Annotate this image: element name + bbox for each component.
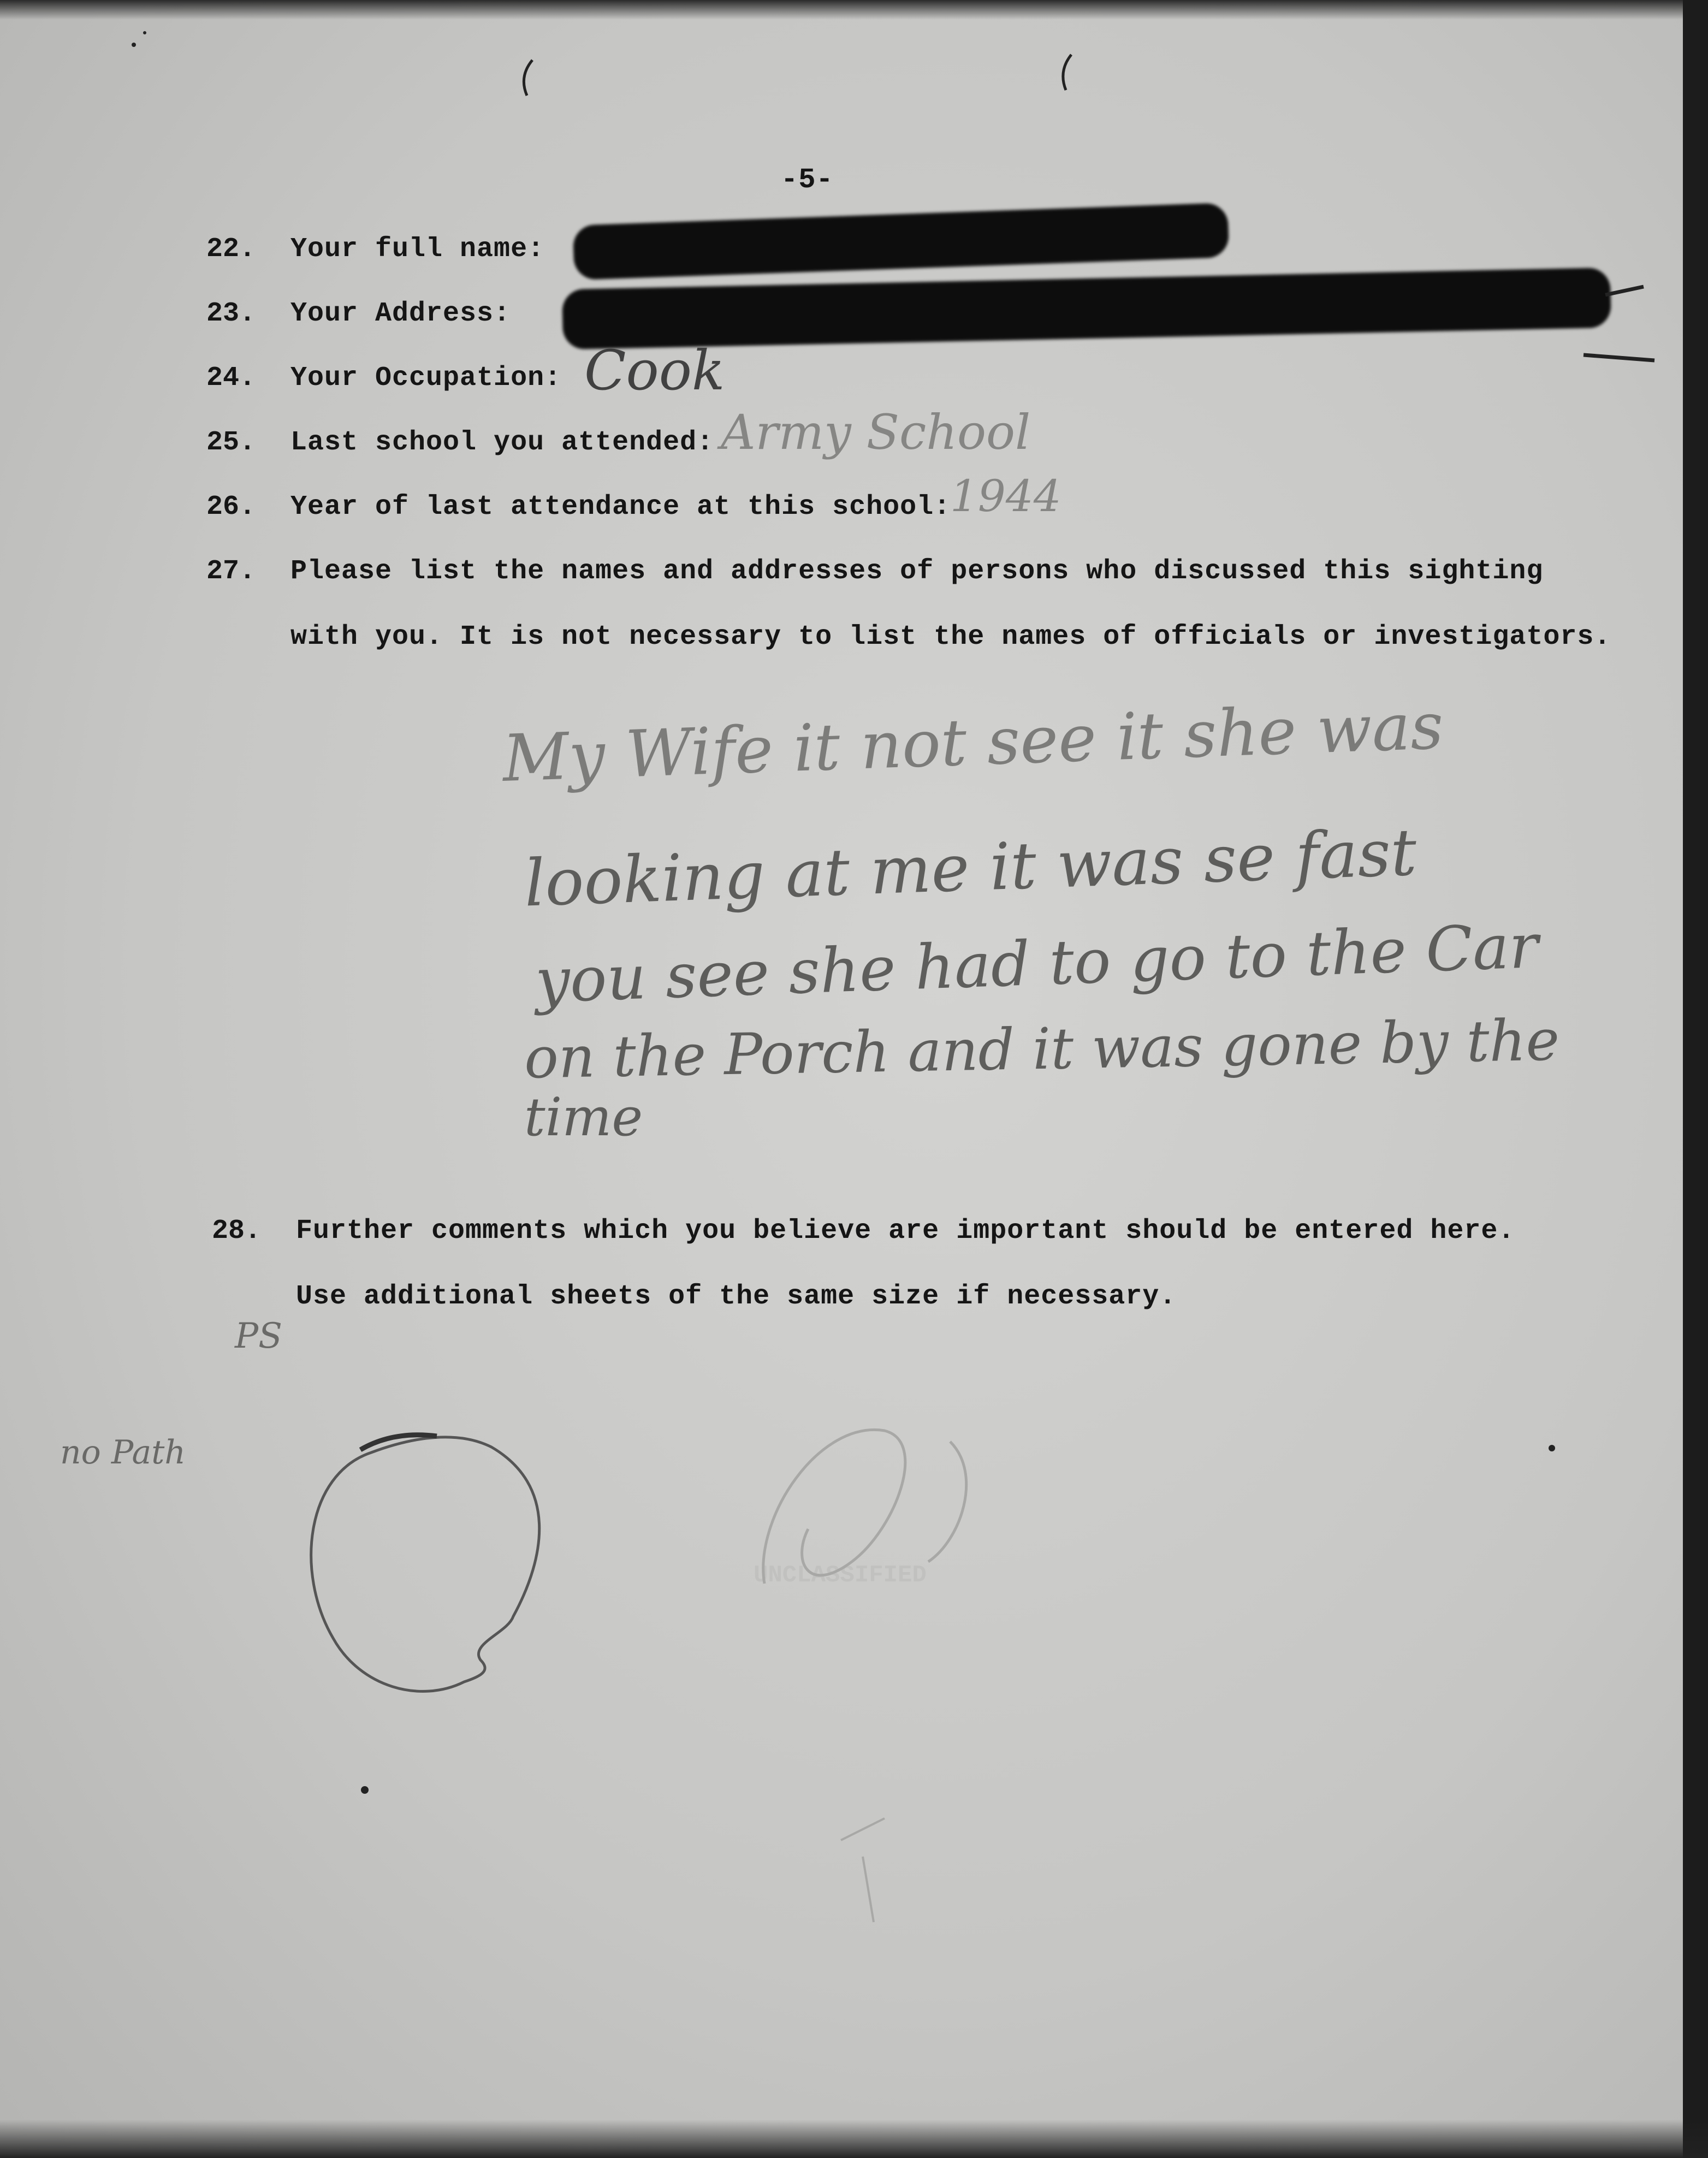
answer-persons-line: time	[524, 1087, 643, 1148]
bleed-through-text: UNCLASSIFIED	[754, 1562, 927, 1589]
answer-occupation: Cook	[584, 339, 725, 402]
redaction-scribble	[1584, 287, 1654, 360]
bleed-through-curve	[763, 1430, 905, 1584]
question-text: Your Address:	[290, 298, 511, 329]
answer-persons-line: My Wife it not see it she was	[501, 687, 1445, 797]
question-number: 22.	[206, 234, 256, 265]
ink-dot	[1549, 1445, 1555, 1451]
question-text: Further comments which you believe are important should be entered here.	[296, 1216, 1515, 1247]
question-text: Please list the names and addresses of persons who discussed this sighting	[290, 556, 1544, 587]
ink-dot	[132, 43, 136, 47]
object-sketch-circle	[311, 1437, 539, 1691]
answer-persons-line: you see she had to go to the Car	[534, 910, 1540, 1017]
answer-persons-line: looking at me it was se fast	[523, 814, 1418, 921]
question-number: 24.	[206, 363, 256, 394]
question-number: 26.	[206, 491, 256, 523]
bleed-through-curve	[928, 1442, 966, 1562]
question-text: Your Occupation:	[290, 363, 562, 394]
question-number: 28.	[212, 1216, 262, 1247]
page-number: -5-	[781, 164, 834, 196]
handwritten-note-ps: PS	[235, 1316, 282, 1356]
bleed-through-mark	[841, 1818, 885, 1922]
binder-mark-right	[1063, 55, 1071, 90]
answer-school: Army School	[721, 404, 1031, 460]
question-text: Your full name:	[290, 234, 545, 265]
question-number: 25.	[206, 427, 256, 458]
handwritten-note-path: no Path	[60, 1433, 186, 1472]
binder-mark-left	[524, 60, 532, 96]
question-text-continued: with you. It is not necessary to list the names of officials or investigators.	[290, 621, 1611, 653]
question-text: Year of last attendance at this school:	[290, 491, 951, 523]
question-text-continued: Use additional sheets of the same size if necessary.	[296, 1281, 1177, 1312]
question-number: 23.	[206, 298, 256, 329]
ink-dot	[361, 1786, 369, 1794]
question-text: Last school you attended:	[290, 427, 714, 458]
answer-year: 1944	[950, 471, 1061, 521]
answer-persons-line: on the Porch and it was gone by the	[524, 1006, 1560, 1092]
ink-dot	[143, 31, 146, 34]
question-number: 27.	[206, 556, 256, 587]
